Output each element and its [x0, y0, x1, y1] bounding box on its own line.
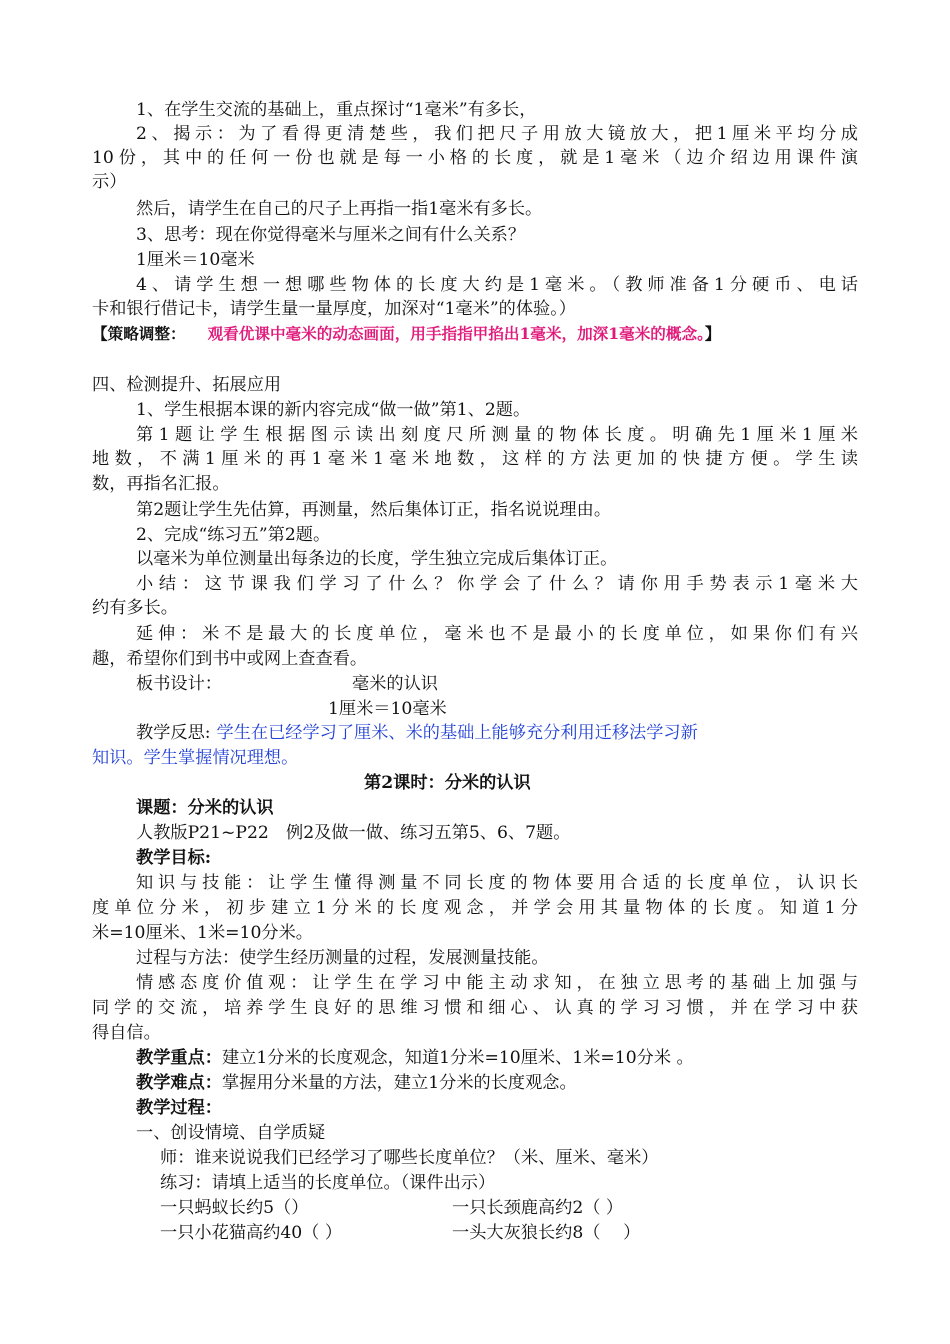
focus-label: 教学重点： [136, 1048, 222, 1068]
paragraph-line: 4、请学生想一想哪些物体的长度大约是1毫米。（教师准备1分硬币、电话 [136, 275, 858, 295]
paragraph-line: 1、学生根据本课的新内容完成“做一做”第1、2题。 [136, 400, 531, 420]
reflection-text: 学生在已经学习了厘米、米的基础上能够充分利用迁移法学习新 [216, 723, 698, 743]
reflection-label: 教学反思: [136, 723, 211, 743]
strategy-text: 观看优课中毫米的动态画面，用手指指甲掐出1毫米，加深1毫米的概念。 [207, 324, 705, 343]
focus-text: 建立1分米的长度观念，知道1分米=10厘米、1米=10分米 。 [221, 1048, 694, 1068]
paragraph-line: 约有多长。 [92, 598, 178, 618]
paragraph-line: 小结：这节课我们学习了什么？你学会了什么？请你用手势表示1毫米大 [136, 574, 858, 594]
lesson-title: 第2课时：分米的认识 [364, 773, 531, 793]
paragraph-line: 趣，希望你们到书中或网上查查看。 [92, 649, 368, 669]
strategy-label: 【策略调整： [92, 324, 186, 343]
board-design-formula: 1厘米＝10毫米 [328, 699, 447, 719]
paragraph-line: 度单位分米，初步建立1分米的长度观念，并学会用其量物体的长度。知道1分 [92, 898, 858, 918]
paragraph-line: 知识与技能：让学生懂得测量不同长度的物体要用合适的长度单位，认识长 [136, 873, 858, 893]
reflection-line [136, 721, 698, 745]
paragraph-line: 过程与方法：使学生经历测量的过程，发展测量技能。 [136, 948, 549, 968]
paragraph-line: 10份，其中的任何一份也就是每一小格的长度，就是1毫米（边介绍边用课件演 [92, 148, 858, 168]
difficulty-line [136, 1071, 577, 1095]
section-heading: 四、检测提升、拓展应用 [92, 375, 282, 395]
paragraph-line: 卡和银行借记卡，请学生量一量厚度，加深对“1毫米”的体验。） [92, 299, 576, 319]
paragraph-line: 第1题让学生根据图示读出刻度尺所测量的物体长度。明确先1厘米1厘米 [136, 425, 858, 445]
goals-label: 教学目标: [136, 848, 212, 868]
paragraph-line: 米=10厘米、1米=10分米。 [92, 923, 313, 943]
formula-line: 1厘米＝10毫米 [136, 250, 255, 270]
paragraph-line: 练习：请填上适当的长度单位。（课件出示） [160, 1173, 496, 1193]
paragraph-line: 师：谁来说说我们已经学习了哪些长度单位？（米、厘米、毫米） [160, 1148, 659, 1168]
paragraph-line: 第2题让学生先估算，再测量，然后集体订正，指名说说理由。 [136, 500, 612, 520]
board-design-title: 毫米的认识 [352, 674, 438, 694]
paragraph-line: 延伸：米不是最大的长度单位，毫米也不是最小的长度单位，如果你们有兴 [136, 624, 858, 644]
paragraph-line: 1、在学生交流的基础上，重点探讨“1毫米”有多长， [136, 100, 537, 120]
paragraph-line: 示） [92, 172, 127, 192]
reflection-text: 知识。学生掌握情况理想。 [92, 748, 299, 768]
board-design-label: 板书设计： [136, 674, 222, 694]
paragraph-line: 情感态度价值观：让学生在学习中能主动求知，在独立思考的基础上加强与 [136, 973, 858, 993]
exercise-item: 一头大灰狼长约8（ ） [452, 1223, 641, 1243]
exercise-item: 一只长颈鹿高约2（ ） [452, 1198, 624, 1218]
paragraph-line: 2、完成“练习五”第2题。 [136, 525, 331, 545]
paragraph-line: 然后，请学生在自己的尺子上再指一指1毫米有多长。 [136, 199, 543, 219]
topic-label: 课题：分米的认识 [136, 798, 274, 818]
exercise-item: 一只蚂蚁长约5（） [160, 1198, 309, 1218]
difficulty-text: 掌握用分米量的方法，建立1分米的长度观念。 [221, 1073, 577, 1093]
paragraph-line: 同学的交流，培养学生良好的思维习惯和细心、认真的学习习惯，并在学习中获 [92, 998, 858, 1018]
paragraph-line: 3、思考：现在你觉得毫米与厘米之间有什么关系？ [136, 225, 526, 245]
paragraph-line: 以毫米为单位测量出每条边的长度，学生独立完成后集体订正。 [136, 549, 618, 569]
process-label: 教学过程： [136, 1098, 222, 1118]
paragraph-line: 2、揭示：为了看得更清楚些，我们把尺子用放大镜放大，把1厘米平均分成 [136, 124, 858, 144]
strategy-end: 】 [704, 324, 721, 343]
paragraph-line: 人教版P21~P22 例2及做一做、练习五第5、6、7题。 [136, 823, 571, 843]
exercise-item: 一只小花猫高约40（ ） [160, 1223, 343, 1243]
paragraph-line: 地数，不满1厘米的再1毫米1毫米地数，这样的方法更加的快捷方便。学生读 [92, 449, 858, 469]
paragraph-line: 数，再指名汇报。 [92, 474, 230, 494]
focus-line [136, 1046, 694, 1070]
paragraph-line: 得自信。 [92, 1023, 161, 1043]
strategy-note [92, 322, 721, 346]
section-heading: 一、创设情境、自学质疑 [136, 1123, 326, 1143]
difficulty-label: 教学难点： [136, 1073, 222, 1093]
